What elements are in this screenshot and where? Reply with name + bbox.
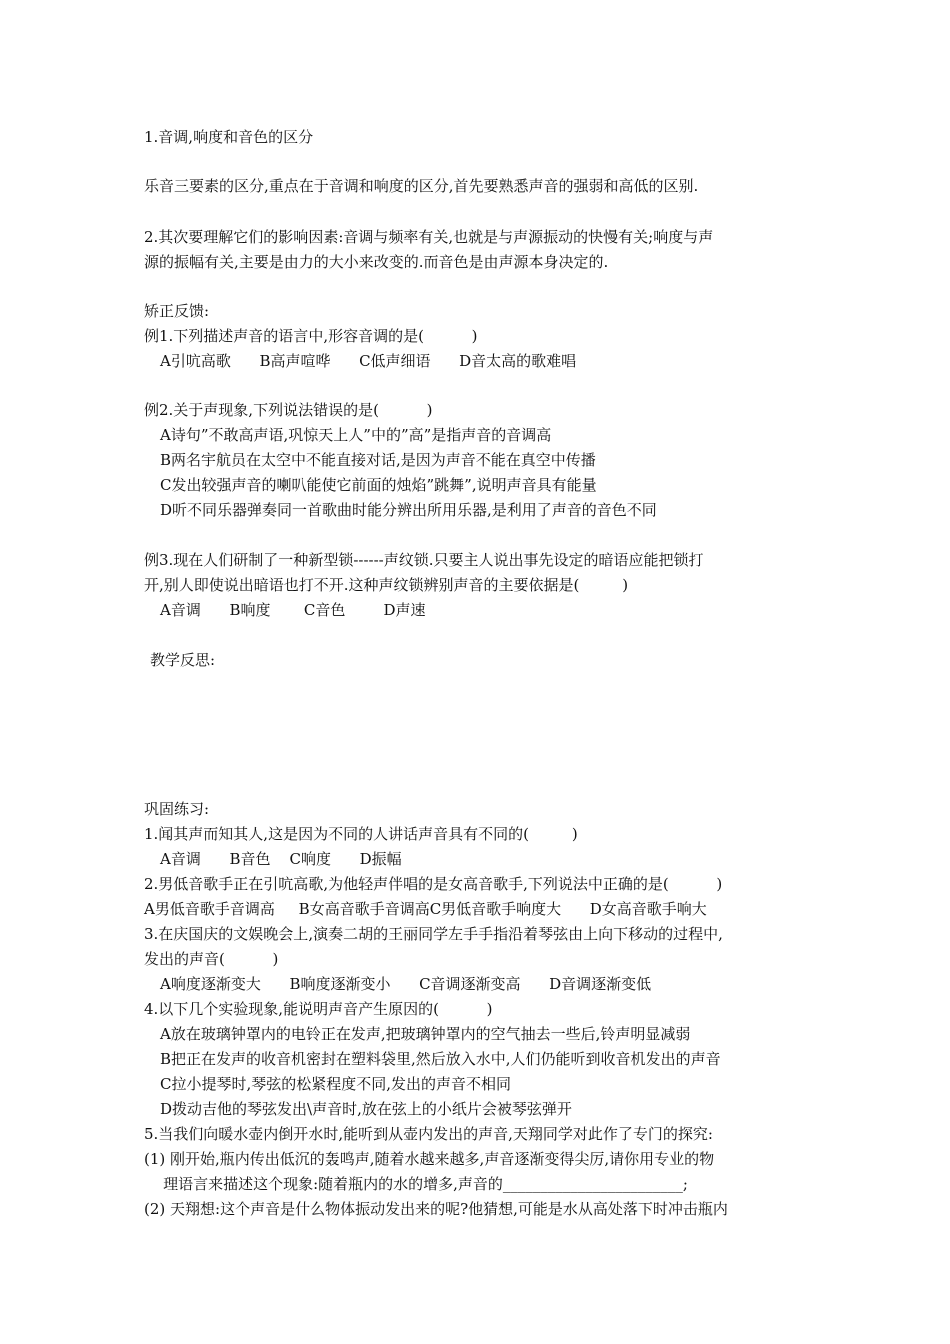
section-heading: 1.音调,响度和音色的区分: [144, 128, 314, 146]
example-3-line: 开,别人即使说出暗语也打不开.这种声纹锁辨别声音的主要依据是( ): [144, 576, 629, 594]
example-3-options: A音调 B响度 C音色 D声速: [160, 601, 426, 619]
practice-q1-options: A音调 B音色 C响度 D振幅: [160, 850, 402, 868]
feedback-title: 矫正反馈:: [144, 302, 210, 320]
example-1-question: 例1.下列描述声音的语言中,形容音调的是( ): [144, 327, 478, 345]
example-2-option-c: C发出较强声音的喇叭能使它前面的烛焰”跳舞”,说明声音具有能量: [160, 476, 597, 494]
example-1-options: A引吭高歌 B高声喧哗 C低声细语 D音太高的歌难唱: [160, 352, 577, 370]
practice-q4-option-b: B把正在发声的收音机密封在塑料袋里,然后放入水中,人们仍能听到收音机发出的声音: [160, 1050, 721, 1068]
practice-q3-line: 发出的声音( ): [144, 950, 279, 968]
example-2-option-b: B两名宇航员在太空中不能直接对话,是因为声音不能在真空中传播: [160, 451, 596, 469]
practice-q2: 2.男低音歌手正在引吭高歌,为他轻声伴唱的是女高音歌手,下列说法中正确的是( ): [144, 875, 723, 893]
practice-q3-line: 3.在庆国庆的文娱晚会上,演奏二胡的王丽同学左手手指沿着琴弦由上向下移动的过程中,: [144, 925, 723, 943]
practice-q4-option-a: A放在玻璃钟罩内的电铃正在发声,把玻璃钟罩内的空气抽去一些后,铃声明显减弱: [160, 1025, 691, 1043]
reflection-title: 教学反思:: [150, 651, 216, 669]
practice-q5-part1-line: 理语言来描述这个现象:随着瓶内的水的增多,声音的________________________;: [144, 1175, 688, 1193]
example-3-line: 例3.现在人们研制了一种新型锁------声纹锁.只要主人说出事先设定的暗语应能把锁打: [144, 551, 704, 569]
example-2-option-d: D听不同乐器弹奏同一首歌曲时能分辨出所用乐器,是利用了声音的音色不同: [160, 501, 657, 519]
paragraph-line: 源的振幅有关,主要是由力的大小来改变的.而音色是由声源本身决定的.: [144, 253, 609, 271]
practice-title: 巩固练习:: [144, 800, 210, 818]
practice-q4-option-c: C拉小提琴时,琴弦的松紧程度不同,发出的声音不相同: [160, 1075, 512, 1093]
example-2-option-a: A诗句”不敢高声语,巩惊天上人”中的”高”是指声音的音调高: [160, 426, 552, 444]
example-2-question: 例2.关于声现象,下列说法错误的是( ): [144, 401, 433, 419]
practice-q2-options: A男低音歌手音调高 B女高音歌手音调高C男低音歌手响度大 D女高音歌手响大: [144, 900, 707, 918]
paragraph-line: 2.其次要理解它们的影响因素:音调与频率有关,也就是与声源振动的快慢有关;响度与声: [144, 228, 714, 246]
practice-q4: 4.以下几个实验现象,能说明声音产生原因的( ): [144, 1000, 493, 1018]
practice-q3-options: A响度逐渐变大 B响度逐渐变小 C音调逐渐变高 D音调逐渐变低: [160, 975, 652, 993]
practice-q4-option-d: D拨动吉他的琴弦发出\声音时,放在弦上的小纸片会被琴弦弹开: [160, 1100, 572, 1118]
paragraph: 乐音三要素的区分,重点在于音调和响度的区分,首先要熟悉声音的强弱和高低的区别.: [144, 177, 699, 195]
practice-q1: 1.闻其声而知其人,这是因为不同的人讲话声音具有不同的( ): [144, 825, 578, 843]
practice-q5-part1-line: (1) 刚开始,瓶内传出低沉的轰鸣声,随着水越来越多,声音逐渐变得尖厉,请你用专业的物: [144, 1150, 715, 1168]
practice-q5-part2-line: (2) 天翔想:这个声音是什么物体振动发出来的呢?他猜想,可能是水从高处落下时冲击瓶内: [144, 1200, 728, 1218]
practice-q5: 5.当我们向暖水壶内倒开水时,能听到从壶内发出的声音,天翔同学对此作了专门的探究:: [144, 1125, 713, 1143]
